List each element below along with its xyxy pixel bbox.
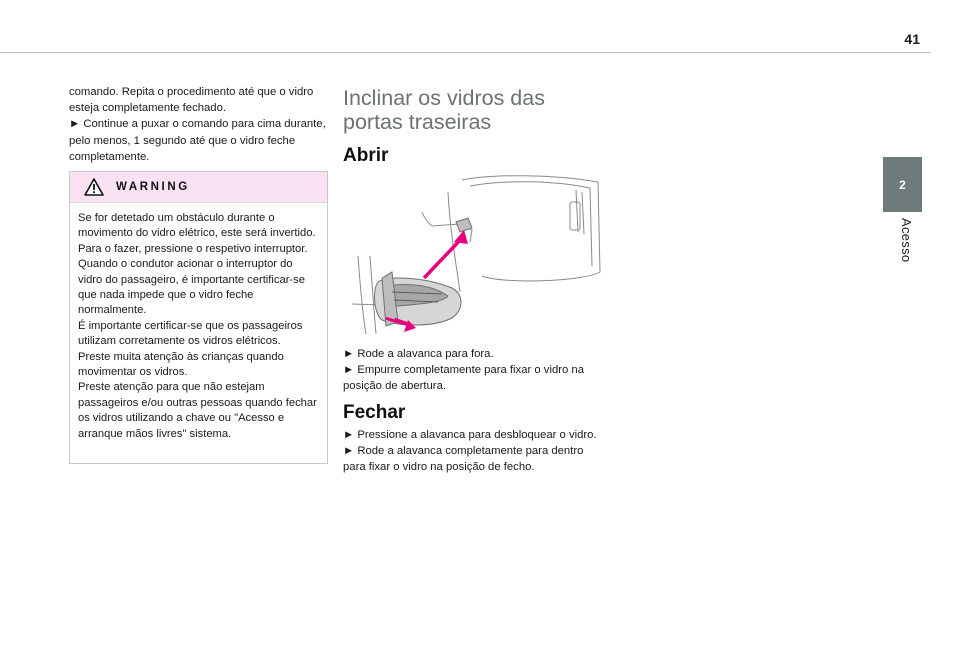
warning-paragraph: Quando o condutor acionar o interruptor do vidro do passageiro, é importante certificar-se que nada impede que o vidro feche normalmente.: [78, 258, 305, 317]
step: ► Pressione a alavanca para desbloquear o vidro.: [343, 429, 597, 441]
heading-open: Abrir: [343, 145, 389, 166]
warning-box: [69, 171, 328, 464]
header-divider: [0, 52, 930, 53]
warning-paragraph: Preste atenção para que não estejam passageiros e/ou outras pessoas quando fechar os vidros utilizando a chave ou "Acesso e arranque mãos livres" sistema.: [78, 381, 317, 440]
step: ► Empurre completamente para fixar o vidro na posição de abertura.: [343, 364, 584, 393]
warning-body: [70, 203, 327, 442]
warning-paragraph: É importante certificar-se que os passageiros utilizam corretamente os vidros elétricos.: [78, 319, 303, 348]
rear-window-latch-illustration: [352, 172, 604, 334]
step: ► Rode a alavanca para fora.: [343, 348, 494, 360]
warning-title: WARNING: [116, 181, 190, 193]
paragraph: ► Continue a puxar o comando para cima durante, pelo menos, 1 segundo até que o vidro feche completamente.: [69, 118, 326, 163]
page-number: 41: [904, 31, 920, 47]
heading-close: Fechar: [343, 402, 406, 423]
close-steps: [343, 427, 605, 476]
warning-paragraph: Se for detetado um obstáculo durante o movimento do vidro elétrico, este será invertido. Para o fazer, pressione o respetivo interruptor.: [78, 212, 316, 255]
warning-paragraph: Preste muita atenção às crianças quando movimentar os vidros.: [78, 350, 284, 379]
warning-triangle-icon: [84, 178, 104, 196]
step: ► Rode a alavanca completamente para dentro para fixar o vidro na posição de fecho.: [343, 445, 584, 474]
open-steps: [343, 346, 605, 395]
left-column-text: [69, 84, 327, 165]
chapter-label: Acesso: [899, 218, 914, 263]
warning-header: [70, 172, 327, 202]
chapter-tab[interactable]: 2: [883, 157, 922, 212]
paragraph: comando. Repita o procedimento até que o vidro esteja completamente fechado.: [69, 86, 314, 115]
section-title: Inclinar os vidros das portas traseiras: [343, 86, 545, 134]
